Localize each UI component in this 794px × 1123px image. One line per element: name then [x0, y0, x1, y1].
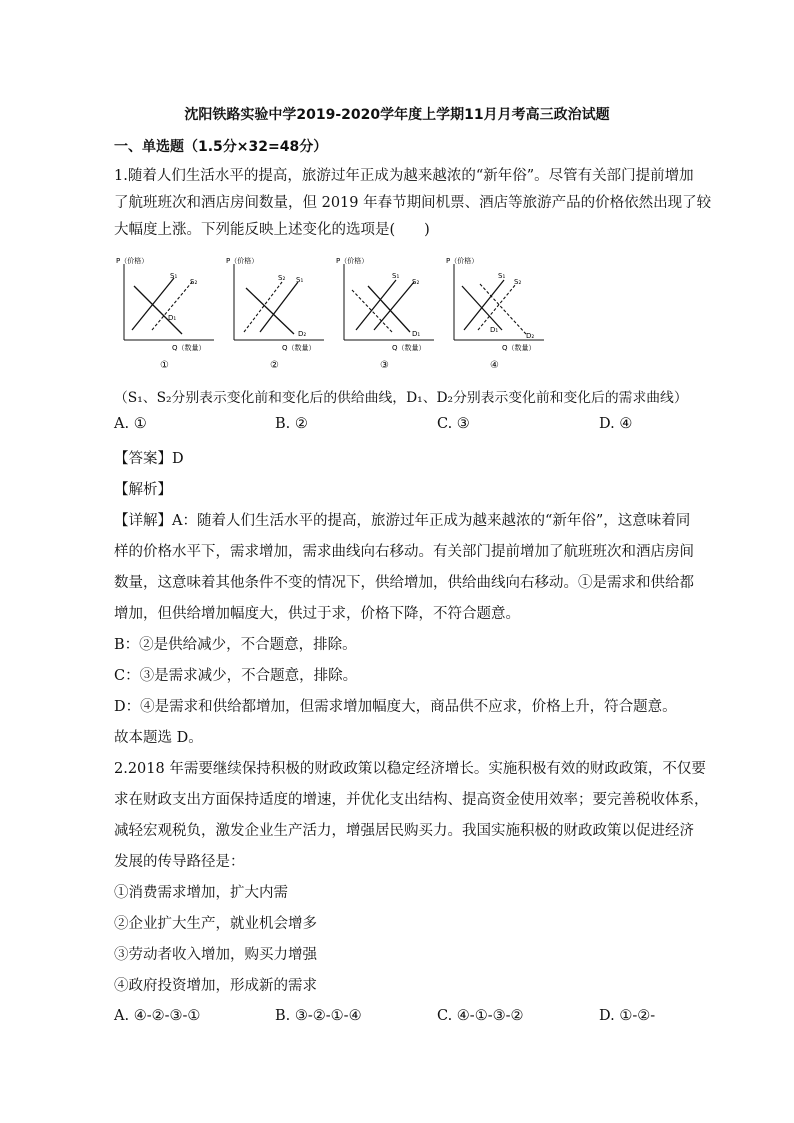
graph-3-s2: S₂	[412, 278, 420, 286]
graph-1-s1: S₁	[170, 272, 178, 280]
q1-graphs	[114, 256, 554, 376]
q2-option-b[interactable]: B. ③-②-①-④	[275, 1008, 362, 1024]
graph-2-number: ②	[270, 360, 279, 371]
q1-option-c[interactable]: C. ③	[437, 416, 470, 432]
q1-detail-line-4: 增加，但供给增加幅度大，供过于求，价格下降，不符合题意。	[114, 606, 520, 622]
q1-option-a[interactable]: A. ①	[114, 416, 147, 432]
q1-detail-line-1: 【详解】A：随着人们生活水平的提高，旅游过年正成为越来越浓的“新年俗”，这意味着同	[114, 513, 691, 529]
graph-1	[114, 256, 224, 376]
graph-2-s2: S₂	[278, 274, 286, 282]
graph-4-p-axis: P（价格）	[446, 257, 479, 265]
graph-3-p-axis: P（价格）	[336, 257, 369, 265]
graph-3-number: ③	[380, 360, 389, 371]
q2-stem-line-4: 发展的传导路径是：	[114, 854, 245, 870]
page-title: 沈阳铁路实验中学2019-2020学年度上学期11月月考高三政治试题	[184, 107, 610, 123]
graph-1-d1: D₁	[168, 314, 177, 322]
graph-3	[334, 256, 444, 376]
graph-4-q-axis: Q（数量）	[502, 344, 536, 352]
q2-stem-line-1: 2.2018 年需要继续保持积极的财政政策以稳定经济增长。实施积极有效的财政政策，不仅要	[114, 761, 706, 777]
graph-3-s1: S₁	[392, 272, 400, 280]
q1-conclusion: 故本题选 D。	[114, 730, 203, 746]
graph-2-q-axis: Q（数量）	[282, 344, 316, 352]
q2-option-a[interactable]: A. ④-②-③-①	[114, 1008, 201, 1024]
q1-stem-line-3: 大幅度上涨。下列能反映上述变化的选项是( )	[114, 222, 430, 238]
q1-c-line: C：③是需求减少，不合题意，排除。	[114, 668, 358, 684]
graph-1-number: ①	[160, 360, 169, 371]
graph-4-d2: D₂	[526, 332, 535, 340]
graph-1-p-axis: P（价格）	[116, 257, 149, 265]
q1-detail-line-3: 数量，这意味着其他条件不变的情况下，供给增加，供给曲线向右移动。①是需求和供给都	[114, 575, 694, 591]
q1-analysis-head: 【解析】	[114, 482, 172, 498]
q1-stem-line-1: 1.随着人们生活水平的提高，旅游过年正成为越来越浓的“新年俗”。尽管有关部门提前增加	[114, 168, 694, 184]
q2-stem-line-2: 求在财政支出方面保持适度的增速，并优化支出结构、提高资金使用效率；要完善税收体系，	[114, 792, 709, 808]
q2-item-4: ④政府投资增加，形成新的需求	[114, 978, 317, 994]
section-heading: 一、单选题（1.5分×32=48分）	[114, 139, 328, 155]
graph-4	[444, 256, 554, 376]
q1-option-d[interactable]: D. ④	[599, 416, 633, 432]
q1-d-line: D：④是需求和供给都增加，但需求增加幅度大，商品供不应求，价格上升，符合题意。	[114, 699, 677, 715]
graph-3-q-axis: Q（数量）	[392, 344, 426, 352]
graph-1-s2: S₂	[190, 278, 198, 286]
q1-b-line: B：②是供给减少，不合题意，排除。	[114, 637, 357, 653]
graph-2-s1: S₁	[296, 276, 304, 284]
graph-2-d2: D₂	[298, 330, 307, 338]
q1-answer: 【答案】D	[114, 451, 184, 467]
q1-detail-line-2: 样的价格水平下，需求增加，需求曲线向右移动。有关部门提前增加了航班班次和酒店房间	[114, 544, 694, 560]
graph-2	[224, 256, 334, 376]
q2-stem-line-3: 减轻宏观税负，激发企业生产活力，增强居民购买力。我国实施积极的财政政策以促进经济	[114, 823, 694, 839]
q1-note: （S₁、S₂分别表示变化前和变化后的供给曲线，D₁、D₂分别表示变化前和变化后的需求曲线）	[114, 390, 688, 406]
q1-stem-line-2: 了航班班次和酒店房间数量，但 2019 年春节期间机票、酒店等旅游产品的价格依然出现了较	[114, 195, 712, 211]
graph-3-d1: D₁	[412, 330, 421, 338]
q2-option-c[interactable]: C. ④-①-③-②	[437, 1008, 524, 1024]
graph-1-q-axis: Q（数量）	[172, 344, 206, 352]
graph-2-p-axis: P（价格）	[226, 257, 259, 265]
q2-item-2: ②企业扩大生产，就业机会增多	[114, 916, 317, 932]
graph-4-number: ④	[490, 360, 499, 371]
graph-4-s1: S₁	[498, 272, 506, 280]
graph-4-s2: S₂	[514, 278, 522, 286]
q2-item-3: ③劳动者收入增加，购买力增强	[114, 947, 317, 963]
q2-option-d[interactable]: D. ①-②-	[599, 1008, 656, 1024]
q1-option-b[interactable]: B. ②	[275, 416, 308, 432]
q2-item-1: ①消费需求增加，扩大内需	[114, 885, 288, 901]
graph-4-d1: D₁	[490, 326, 499, 334]
